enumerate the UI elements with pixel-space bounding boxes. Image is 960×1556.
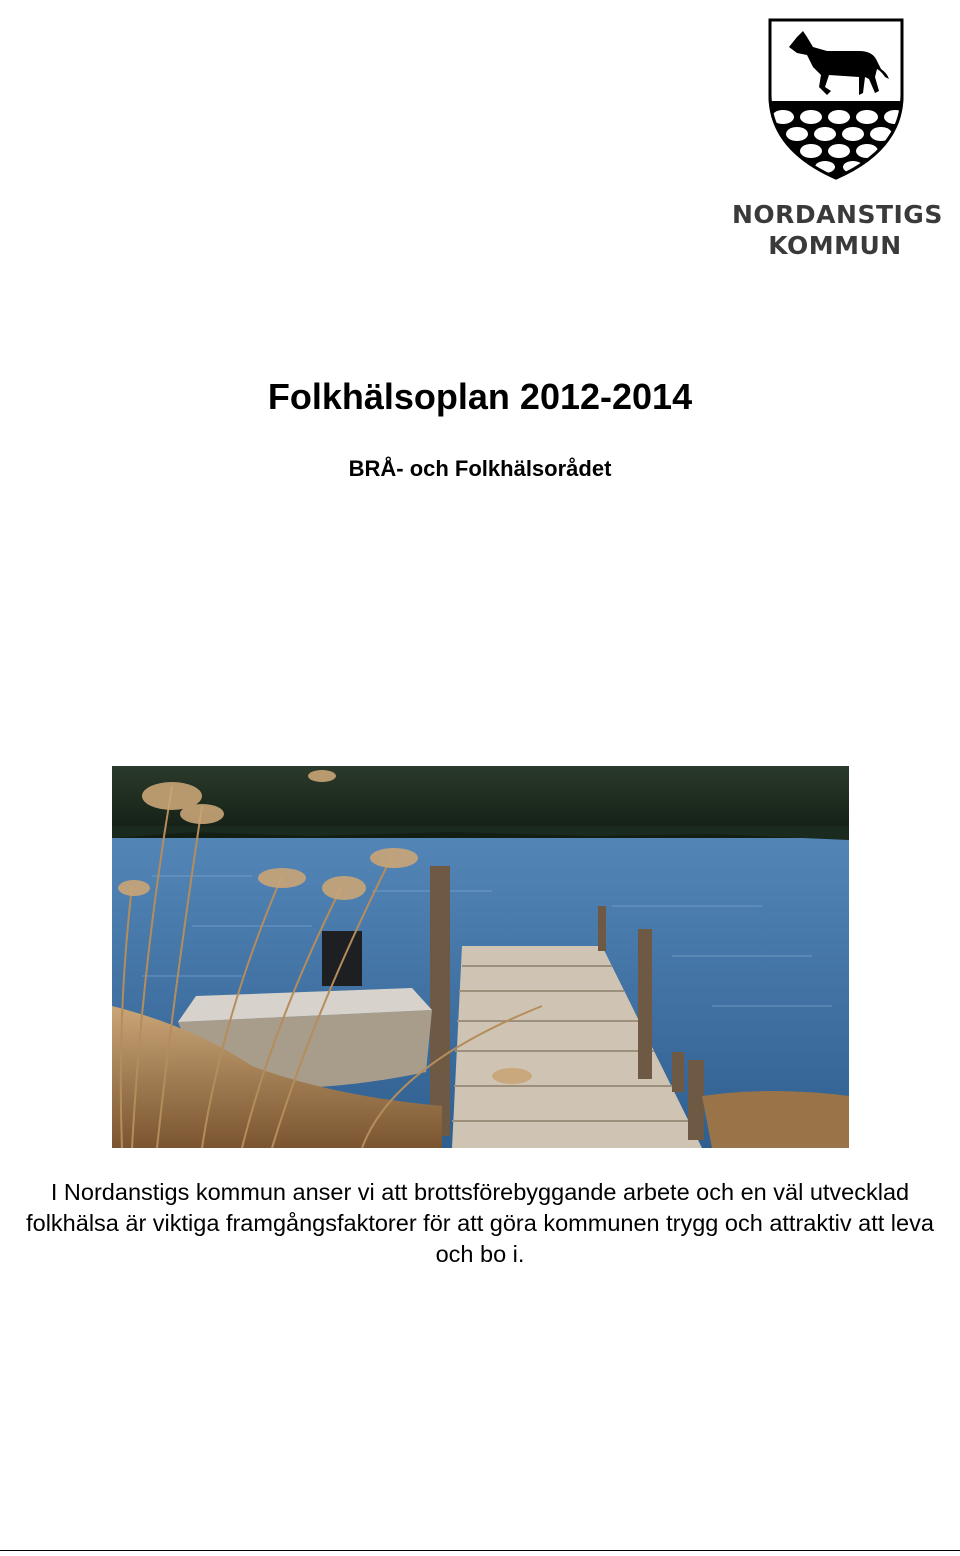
logo-name-line1: NORDANSTIGS bbox=[732, 200, 943, 229]
coat-of-arms-horse-icon bbox=[767, 17, 905, 181]
lake-jetty-photo bbox=[112, 766, 849, 1148]
intro-paragraph: I Nordanstigs kommun anser vi att brottsförebyggande arbete och en väl utvecklad folkhälsa är viktiga framgångsfaktorer för att göra kommunen trygg och attraktiv att leva och bo i. bbox=[26, 1179, 934, 1267]
municipality-logo bbox=[732, 14, 943, 264]
logo-name-line2: KOMMUN bbox=[768, 231, 902, 260]
document-title: Folkhälsoplan 2012-2014 bbox=[267, 376, 693, 417]
footer-rule bbox=[0, 1550, 960, 1551]
document-subtitle: BRÅ- och Folkhälsorådet bbox=[348, 456, 612, 481]
